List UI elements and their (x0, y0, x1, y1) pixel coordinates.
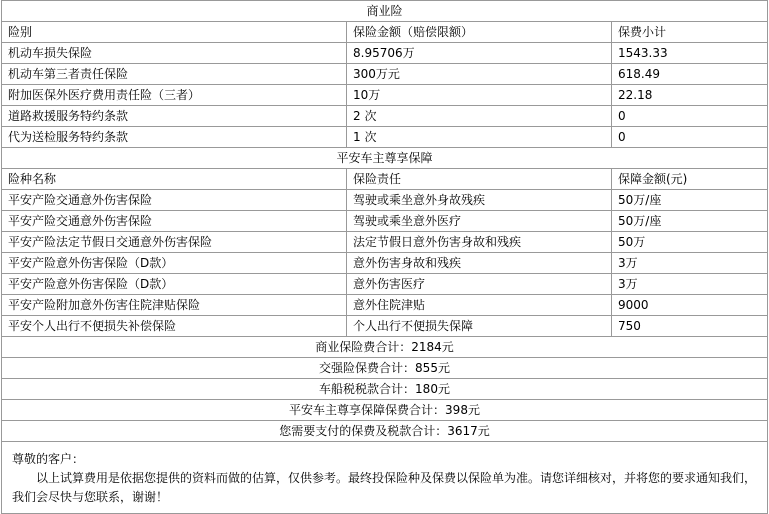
cell-product-name: 平安个人出行不便损失补偿保险 (2, 316, 347, 336)
customer-notes (2, 442, 767, 514)
cell-coverage-type: 道路救援服务特约条款 (2, 106, 347, 126)
cell-coverage-type: 机动车损失保险 (2, 43, 347, 63)
cell-benefit-amount: 50万 (618, 235, 646, 249)
owner-benefits-header-row (2, 169, 767, 190)
total-commercial-premium-row (2, 337, 767, 358)
table-row (2, 253, 767, 274)
cell-benefit-amount: 3万 (618, 277, 638, 291)
table-row (2, 232, 767, 253)
cell-product-name: 平安产险交通意外伤害保险 (2, 211, 347, 231)
header-liability: 保险责任 (347, 169, 612, 189)
cell-product-name: 平安产险交通意外伤害保险 (2, 190, 347, 210)
cell-coverage-type: 机动车第三者责任保险 (2, 64, 347, 84)
cell-insured-amount: 2 次 (347, 106, 612, 126)
notes-line-1: 以上试算费用是依据您提供的资料而做的估算，仅供参考。最终投保险种及保费以保险单为准。请您详细核对，并将您的要求通知我们， (36, 471, 757, 485)
total-commercial-premium: 商业保险费合计：2184元 (315, 340, 454, 354)
cell-premium-subtotal: 618.49 (618, 67, 660, 81)
cell-insured-amount: 1 次 (347, 127, 612, 147)
cell-product-name: 平安产险意外伤害保险（D款） (2, 274, 347, 294)
cell-insured-amount: 10万 (347, 85, 612, 105)
owner-benefits-title-row (2, 148, 767, 169)
cell-coverage-type: 代为送检服务特约条款 (2, 127, 347, 147)
cell-premium-subtotal: 0 (618, 130, 626, 144)
cell-liability: 法定节假日意外伤害身故和残疾 (347, 232, 612, 252)
cell-benefit-amount: 50万/座 (618, 193, 662, 207)
table-row (2, 295, 767, 316)
total-compulsory-premium: 交强险保费合计：855元 (319, 361, 450, 375)
cell-benefit-amount: 9000 (618, 298, 649, 312)
commercial-insurance-title-row (2, 1, 767, 22)
table-row (2, 43, 767, 64)
notes-greeting: 尊敬的客户： (12, 452, 85, 466)
owner-benefits-title: 平安车主尊享保障 (336, 151, 433, 165)
header-coverage-type: 险别 (2, 22, 347, 42)
cell-insured-amount: 8.95706万 (347, 43, 612, 63)
header-premium-subtotal: 保费小计 (618, 25, 667, 39)
table-row (2, 316, 767, 337)
total-vehicle-tax-row (2, 379, 767, 400)
cell-coverage-type: 附加医保外医疗费用责任险（三者） (2, 85, 347, 105)
cell-premium-subtotal: 0 (618, 109, 626, 123)
cell-product-name: 平安产险意外伤害保险（D款） (2, 253, 347, 273)
table-row (2, 85, 767, 106)
header-insured-amount: 保险金额（赔偿限额） (347, 22, 612, 42)
total-owner-benefits-premium-row (2, 400, 767, 421)
commercial-insurance-title: 商业险 (366, 4, 403, 18)
cell-benefit-amount: 3万 (618, 256, 638, 270)
cell-liability: 意外伤害身故和残疾 (347, 253, 612, 273)
total-compulsory-premium-row (2, 358, 767, 379)
cell-liability: 意外伤害医疗 (347, 274, 612, 294)
cell-product-name: 平安产险附加意外伤害住院津贴保险 (2, 295, 347, 315)
cell-benefit-amount: 750 (618, 319, 641, 333)
table-row (2, 64, 767, 85)
table-row (2, 127, 767, 148)
cell-benefit-amount: 50万/座 (618, 214, 662, 228)
cell-liability: 个人出行不便损失保障 (347, 316, 612, 336)
cell-premium-subtotal: 22.18 (618, 88, 653, 102)
table-row (2, 211, 767, 232)
cell-premium-subtotal: 1543.33 (618, 46, 668, 60)
commercial-insurance-header-row (2, 22, 767, 43)
header-product-name: 险种名称 (2, 169, 347, 189)
cell-product-name: 平安产险法定节假日交通意外伤害保险 (2, 232, 347, 252)
total-owner-benefits-premium: 平安车主尊享保障保费合计：398元 (289, 403, 480, 417)
notes-line-2: 我们会尽快与您联系，谢谢！ (12, 490, 169, 504)
total-vehicle-tax: 车船税税款合计：180元 (319, 382, 450, 396)
table-row (2, 106, 767, 127)
grand-total-amount: 您需要支付的保费及税款合计：3617元 (279, 424, 490, 438)
quote-sheet (1, 0, 768, 514)
grand-total-row (2, 421, 767, 442)
cell-liability: 意外住院津贴 (347, 295, 612, 315)
table-row (2, 274, 767, 295)
cell-liability: 驾驶或乘坐意外身故残疾 (347, 190, 612, 210)
header-benefit-amount: 保障金额(元) (618, 172, 688, 186)
cell-liability: 驾驶或乘坐意外医疗 (347, 211, 612, 231)
table-row (2, 190, 767, 211)
cell-insured-amount: 300万元 (347, 64, 612, 84)
